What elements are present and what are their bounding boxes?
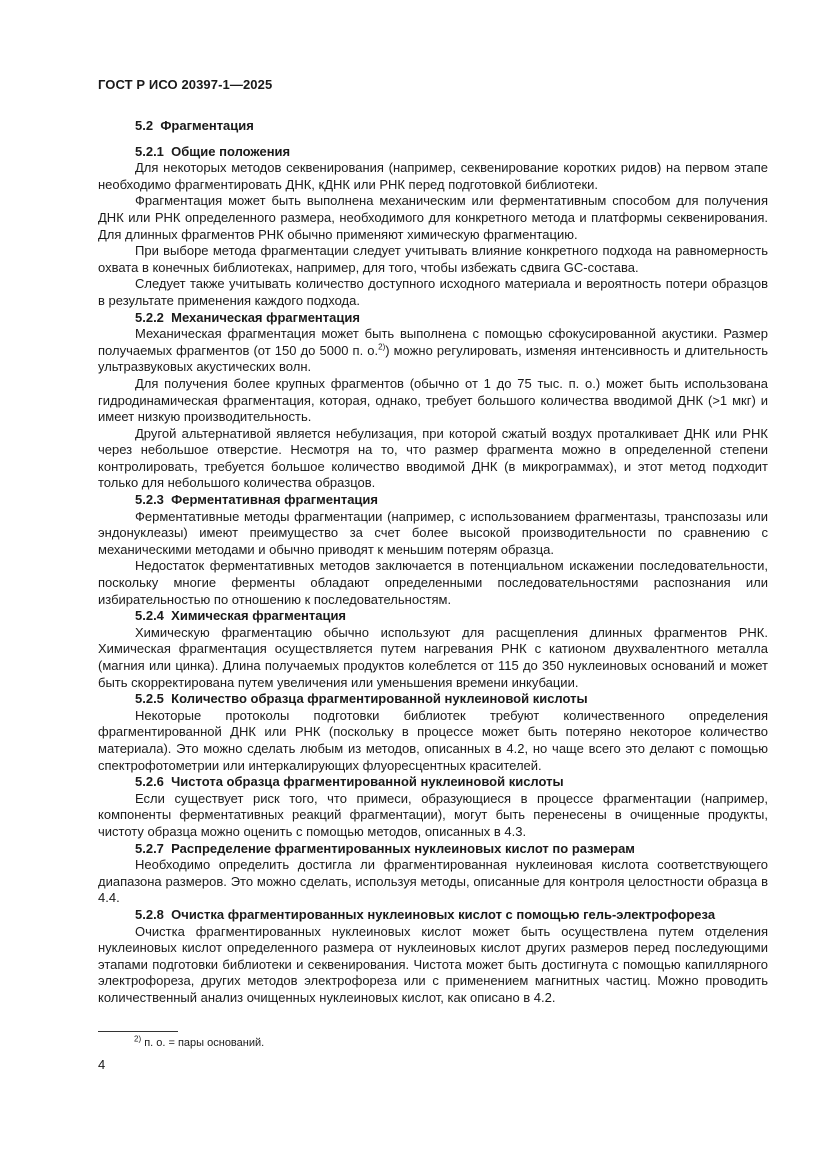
subsection-title-5-2-2: 5.2.2 Механическая фрагментация: [135, 309, 360, 325]
paragraph: Химическую фрагментацию обычно используют для расщепления длинных фрагментов РНК. Химическая фрагментация осуществляется путем нагревания РНК с катионом двухвалентного металла (магния или цинка). Длина получаемых продуктов колеблется от 115 до 350 нуклеиновых оснований и может быть скорректирована путем увеличения или уменьшения времени инкубации.: [98, 624, 768, 690]
paragraph: Необходимо определить достигла ли фрагментированная нуклеиновая кислота соответствующего диапазона размеров. Это можно сделать, используя методы, описанные для контроля целостности образца в 4.4.: [98, 857, 768, 906]
subsection-title-5-2-7: 5.2.7 Распределение фрагментированных нуклеиновых кислот по размерам: [135, 840, 635, 856]
paragraph: Если существует риск того, что примеси, образующиеся в процессе фрагментации (например, компоненты ферментативных реакций фрагментации), могут быть перенесены в очищенные продукты, чистоту образца можно оценить с помощью методов, описанных в 4.3.: [98, 790, 768, 839]
subsection-title-5-2-6: 5.2.6 Чистота образца фрагментированной нуклеиновой кислоты: [135, 774, 564, 790]
paragraph: Механическая фрагментация может быть выполнена с помощью сфокусированной акустики. Размер получаемых фрагментов (от 150 до 5000 п. о.$^{2)}$) можно регулировать, изменяя интенсивность и длительность ультразвуковых акустических волн.: [98, 326, 768, 375]
footnote-text: п. о. = пары оснований.: [144, 1037, 265, 1049]
footnote-reference: 2): [378, 342, 386, 352]
page-number: 4: [98, 1057, 106, 1072]
paragraph: Фрагментация может быть выполнена механическим или ферментативным способом для получения ДНК или РНК определенного размера, необходимого для конкретного метода и платформы секвенирования. Для длинных фрагментов РНК обычно применяют химическую фрагментацию.: [98, 193, 768, 242]
footnote-divider: [98, 1031, 178, 1032]
subsection-title-5-2-1: 5.2.1 Общие положения: [135, 143, 291, 159]
subsection-title-5-2-8: 5.2.8 Очистка фрагментированных нуклеиновых кислот с помощью гель-электрофореза: [135, 906, 716, 922]
paragraph: Недостаток ферментативных методов заключается в потенциальном искажении последовательности, поскольку многие ферменты обладают определенными последовательностями распознания или избирательностью по отношению к последовательностям.: [98, 558, 768, 607]
paragraph: Некоторые протоколы подготовки библиотек требуют количественного определения фрагментированной ДНК или РНК (поскольку в процессе может быть потеряно некоторое количество материала). Это можно сделать любым из методов, описанных в 4.2, но чаще всего это делают с помощью спектрофотометрии или интеркалирующих флуоресцентных красителей.: [98, 707, 768, 773]
footnote-mark: 2): [134, 1034, 142, 1044]
paragraph: Ферментативные методы фрагментации (например, с использованием фрагментазы, транспозазы или эндонуклеазы) имеют преимущество за счет более высокой производительности по сравнению с механическими методами и обычно приводят к меньшим потерям образца.: [98, 508, 768, 557]
footnote: [134, 1034, 265, 1049]
subsection-title-5-2-4: 5.2.4 Химическая фрагментация: [135, 608, 347, 624]
paragraph: Для некоторых методов секвенирования (например, секвенирование коротких ридов) на первом этапе необходимо фрагментировать ДНК, кДНК или РНК перед подготовкой библиотеки.: [98, 160, 768, 192]
subsection-title-5-2-5: 5.2.5 Количество образца фрагментированной нуклеиновой кислоты: [135, 691, 588, 707]
document-body: [98, 118, 768, 1006]
paragraph: Другой альтернативой является небулизация, при которой сжатый воздух проталкивает ДНК или РНК через небольшое отверстие. Несмотря на то, что размер фрагмента можно в определенной степени контролировать, требуется большое количество вводимой ДНК (в микрограммах), и этот метод подходит только для небольшого количества образцов.: [98, 425, 768, 491]
section-title: 5.2 Фрагментация: [135, 118, 254, 133]
subsection-title-5-2-3: 5.2.3 Ферментативная фрагментация: [135, 492, 379, 508]
paragraph: При выборе метода фрагментации следует учитывать влияние конкретного подхода на равномерность охвата в конечных библиотеках, например, для того, чтобы избежать сдвига GC-состава.: [98, 243, 768, 275]
paragraph: Для получения более крупных фрагментов (обычно от 1 до 75 тыс. п. о.) может быть использована гидродинамическая фрагментация, которая, однако, требует большого количества вводимой ДНК (>1 мкг) и имеет низкую производительность.: [98, 375, 768, 425]
paragraph: Очистка фрагментированных нуклеиновых кислот может быть осуществлена путем отделения нуклеиновых кислот определенного размера от нуклеиновых кислот других размеров перед последующими этапами подготовки библиотеки и секвенирования. Чистота может быть достигнута с помощью капиллярного электрофореза, других методов электрофореза или с применением магнитных частиц. Можно проводить количественный анализ очищенных нуклеиновых кислот, как описано в 4.2.: [98, 923, 768, 1005]
document-header: ГОСТ Р ИСО 20397-1—2025: [98, 77, 273, 92]
paragraph: Следует также учитывать количество доступного исходного материала и вероятность потери образцов в результате применения каждого подхода.: [98, 276, 768, 308]
